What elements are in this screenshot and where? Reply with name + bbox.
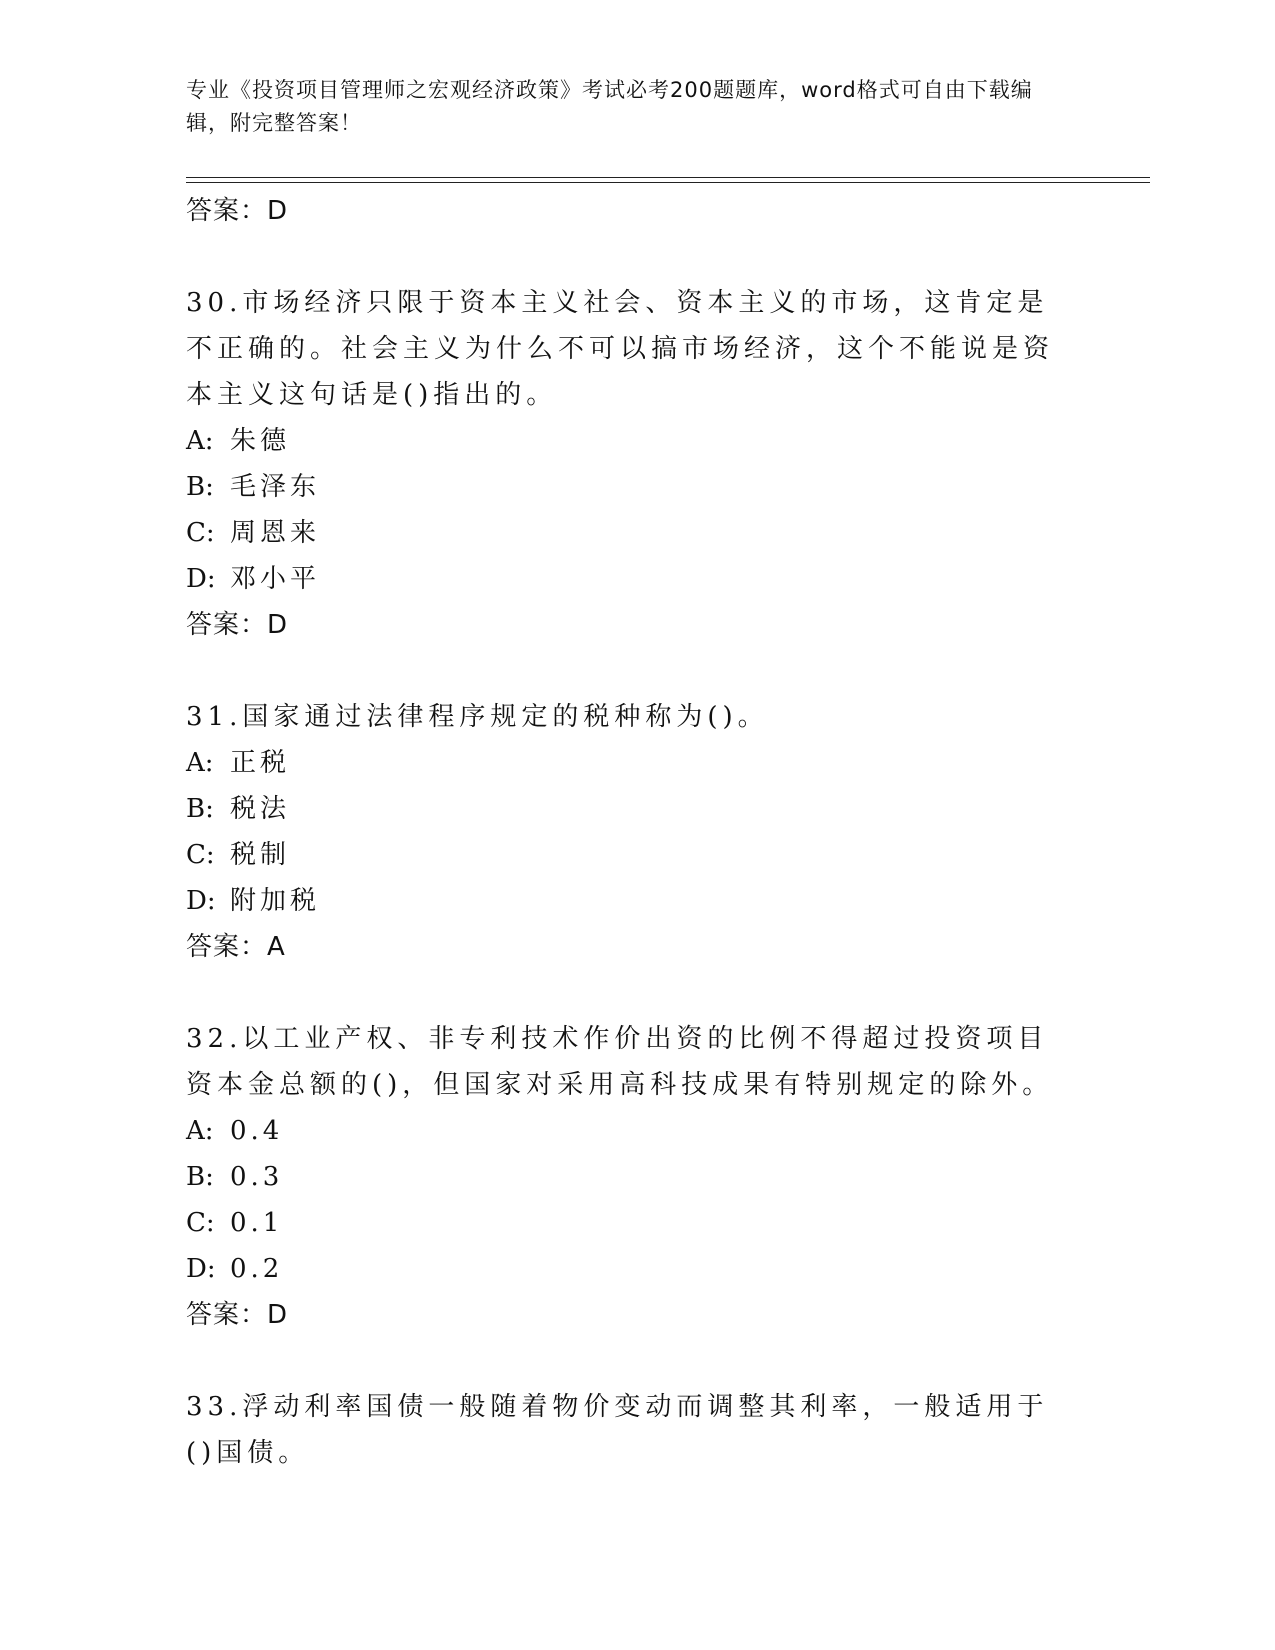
option-31-a: A: 正税	[186, 748, 291, 778]
option-30-b: B: 毛泽东	[186, 472, 321, 502]
question-32: 32.以工业产权、非专利技术作价出资的比例不得超过投资项目资本金总额的()，但国家对采用高科技成果有特别规定的除外。	[186, 1024, 1054, 1100]
answer-30: 答案：D	[186, 610, 289, 640]
option-32-a: A: 0.4	[186, 1116, 284, 1146]
option-30-c: C: 周恩来	[186, 518, 321, 548]
question-30: 30.市场经济只限于资本主义社会、资本主义的市场，这肯定是不正确的。社会主义为什么不可以搞市场经济，这个不能说是资本主义这句话是()指出的。	[186, 288, 1055, 410]
question-31: 31.国家通过法律程序规定的税种称为()。	[186, 702, 769, 732]
question-33: 33.浮动利率国债一般随着物价变动而调整其利率，一般适用于()国债。	[186, 1392, 1049, 1468]
option-32-c: C: 0.1	[186, 1208, 284, 1238]
option-32-d: D: 0.2	[186, 1254, 284, 1284]
question-list	[186, 188, 1086, 1476]
option-31-d: D: 附加税	[186, 886, 321, 916]
option-30-a: A: 朱德	[186, 426, 291, 456]
option-31-b: B: 税法	[186, 794, 291, 824]
answer-31: 答案：A	[186, 932, 286, 962]
option-30-d: D: 邓小平	[186, 564, 321, 594]
header-divider-bottom	[186, 182, 1150, 183]
answer-32: 答案：D	[186, 1300, 289, 1330]
option-32-b: B: 0.3	[186, 1162, 284, 1192]
header-divider-top	[186, 177, 1150, 178]
option-31-c: C: 税制	[186, 840, 291, 870]
document-header: 专业《投资项目管理师之宏观经济政策》考试必考200题题库，word格式可自由下载编辑，附完整答案！	[186, 78, 1033, 135]
answer-29: 答案：D	[186, 196, 289, 226]
